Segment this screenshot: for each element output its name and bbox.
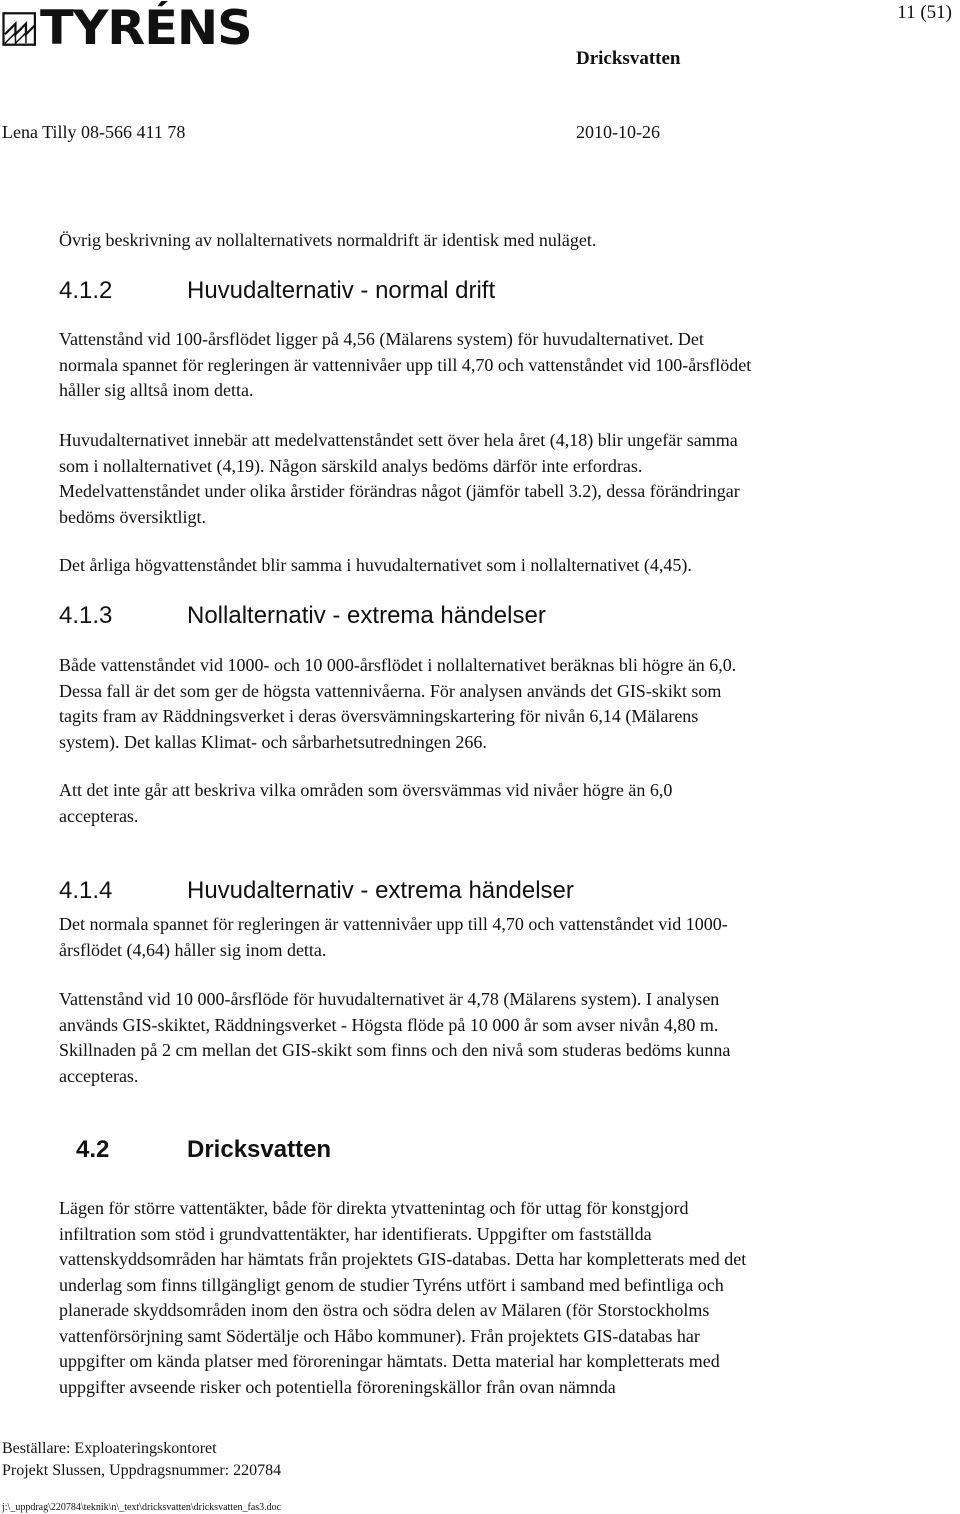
section-heading-4-1-2: 4.1.2 Huvudalternativ - normal drift (59, 277, 496, 304)
paragraph-4-1-2-c: Det årliga högvattenståndet blir samma i huvudalternativet som i nollalternativet (4,45). (59, 555, 692, 575)
document-title: Dricksvatten (576, 48, 681, 69)
document-date: 2010-10-26 (576, 122, 660, 142)
footer-client: Beställare: Exploateringskontoret (2, 1440, 217, 1457)
paragraph-4-1-4-b: Vattenstånd vid 10 000-årsflöde för huvudalternativet är 4,78 (Mälarens system). I analysen används GIS-skiktet, Räddningsverket - Högsta flöde på 10 000 år som avser nivån 4,80 m. Skillnaden på 2 cm mellan det GIS-skikt som finns och den nivå som studeras bedöms kunna accepteras. (59, 989, 731, 1086)
paragraph-4-1-2-b: Huvudalternativet innebär att medelvattenståndet sett över hela året (4,18) blir ungefär samma som i nollalternativet (4,19). Någon särskild analys bedöms därför inte erfordras. Medelvattenståndet under olika årstider förändras något (jämför tabell 3.2), dessa förändringar bedöms översiktligt. (59, 430, 740, 527)
section-heading-4-1-3: 4.1.3 Nollalternativ - extrema händelser (59, 602, 546, 629)
paragraph-4-2: Lägen för större vattentäkter, både för direkta ytvattenintag och för uttag för konstgjord infiltration som stöd i grundvattentäkter, har identifierats. Uppgifter om fastställda vattenskyddsområden har hämtats från projektets GIS-databas. Detta har kompletterats med det underlag som finns tillgängligt genom de studier Tyréns utfört i samband med befintliga och planerade skyddsområden inom den östra och södra delen av Mälaren (för Storstockholms vattenförsörjning samt Södertälje och Håbo kommuner). Från projektets GIS-databas har uppgifter om kända platser med föroreningar hämtats. Detta material har kompletterats med uppgifter avseende risker och potentiella föroreningskällor från ovan nämnda (59, 1198, 747, 1397)
footer-project: Projekt Slussen, Uppdragsnummer: 220784 (2, 1462, 282, 1479)
section-heading-4-1-4: 4.1.4 Huvudalternativ - extrema händelser (59, 877, 574, 904)
page-number: 11 (51) (897, 2, 952, 23)
paragraph-4-1-4-a: Det normala spannet för regleringen är vattennivåer upp till 4,70 och vattenståndet vid 1000- årsflödet (4,64) håller sig inom detta. (59, 914, 728, 960)
intro-paragraph: Övrig beskrivning av nollalternativets normaldrift är identisk med nuläget. (59, 230, 597, 250)
paragraph-4-1-2-a: Vattenstånd vid 100-årsflödet ligger på 4,56 (Mälarens system) för huvudalternativet. Det normala spannet för regleringen är vattennivåer upp till 4,70 och vattenståndet vid 100-årsflödet håller sig alltså inom detta. (59, 329, 752, 400)
company-logo (2, 1, 253, 56)
section-heading-4-2: 4.2 Dricksvatten (76, 1136, 332, 1163)
paragraph-4-1-3-a: Både vattenståndet vid 1000- och 10 000-årsflödet i nollalternativet beräknas bli högre än 6,0. Dessa fall är det som ger de högsta vattennivåerna. För analysen används det GIS-skikt som tagits fram av Räddningsverket i deras översvämningskartering för nivån 6,14 (Mälarens system). Det kallas Klimat- och sårbarhetsutredningen 266. (59, 655, 737, 752)
footer-file-path: j:\_uppdrag\220784\teknik\n\_text\dricksvatten\dricksvatten_fas3.doc (2, 1502, 282, 1513)
author-line: Lena Tilly 08-566 411 78 (2, 122, 186, 142)
tyrens-logo-icon (2, 6, 36, 52)
paragraph-4-1-3-b: Att det inte går att beskriva vilka områden som översvämmas vid nivåer högre än 6,0 accepteras. (59, 780, 673, 826)
company-name: TYRÉNS (40, 1, 253, 56)
